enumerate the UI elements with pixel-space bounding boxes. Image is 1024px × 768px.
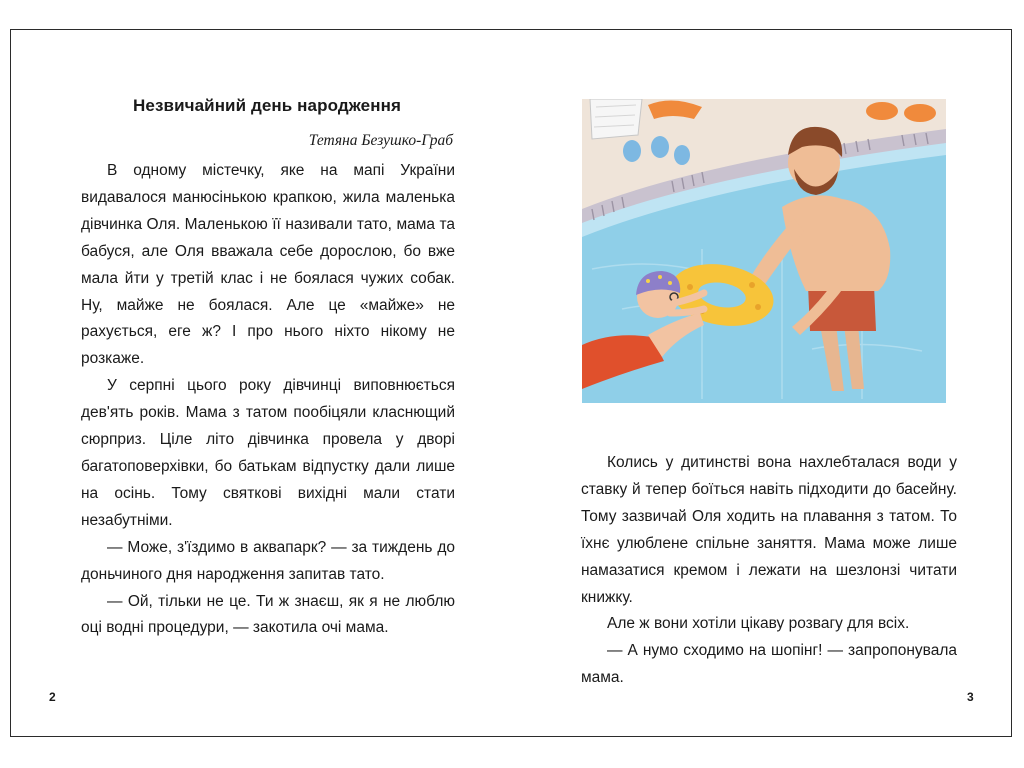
paragraph: Але ж вони хотіли цікаву розвагу для всіх. bbox=[607, 615, 910, 633]
paragraph: У серпні цього року дівчинці виповнюється дев'ять років. Мама з татом пообіцяли класнющий сюрприз. Ціле літо дівчинка провела у дворі багатоповерхівки, бо батькам відпустку дали лише на осінь. Тому святкові вихідні мали стати незабутніми. bbox=[81, 377, 455, 529]
story-author: Тетяна Безушко-Граб bbox=[308, 132, 453, 149]
paragraph: — Ой, тільки не це. Ти ж знаєш, як я не люблю оці водні процедури, — закотила очі мама. bbox=[81, 592, 455, 637]
story-title: Незвичайний день народження bbox=[133, 96, 401, 115]
paragraph: — А нумо сходимо на шопінг! — запропонувала мама. bbox=[581, 642, 957, 687]
page-number-right: 3 bbox=[967, 690, 974, 704]
left-page-text bbox=[81, 158, 455, 642]
page-number-left: 2 bbox=[49, 690, 56, 704]
paragraph: — Може, з'їздимо в аквапарк? — за тиждень до доньчиного дня народження запитав тато. bbox=[81, 538, 455, 583]
book-spread bbox=[10, 29, 1012, 737]
right-page-text bbox=[581, 450, 957, 692]
pool-swimming-lesson-illustration bbox=[582, 99, 946, 403]
paragraph: Колись у дитинстві вона нахлебталася води у ставку й тепер боїться навіть підходити до басейну. Тому зазвичай Оля ходить на плавання з татом. То їхнє улюблене спільне заняття. Мама може лише намазатися кремом і лежати на шезлонзі читати книжку. bbox=[581, 454, 957, 606]
right-page bbox=[511, 30, 1011, 736]
paragraph: В одному містечку, яке на мапі України видавалося манюсінькою крапкою, жила маленька дівчинка Оля. Маленькою її називали тато, мама та бабуся, але Оля вважала себе дорослою, бо вже мала йти у третій клас і не боялася чужих собак. Ну, майже не боялася. Але це «майже» не рахується, еге ж? І про нього ніхто нікому не розкаже. bbox=[81, 162, 455, 368]
left-page bbox=[11, 30, 511, 736]
